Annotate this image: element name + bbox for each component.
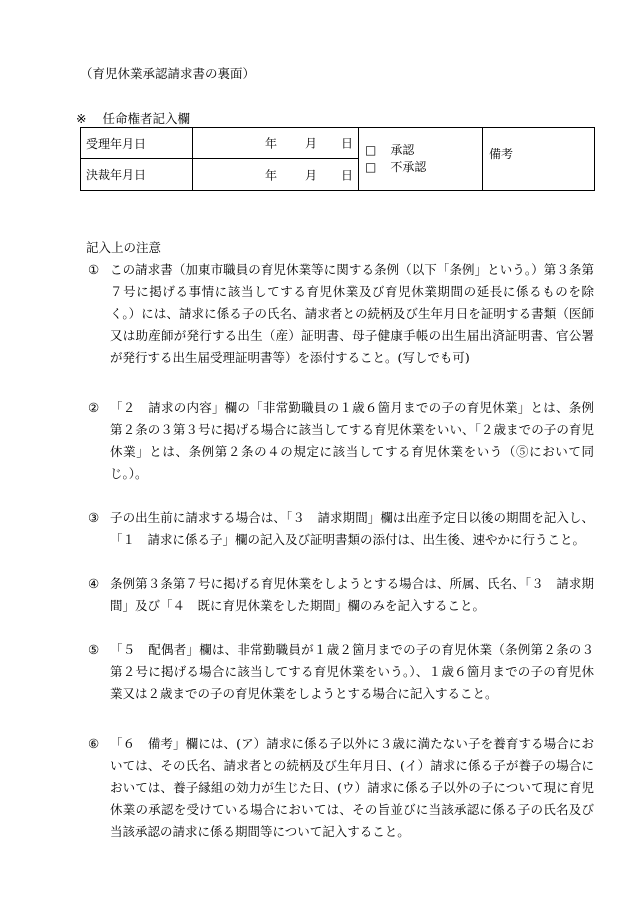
document-header-note: （育児休業承認請求書の裏面）: [80, 66, 256, 81]
received-date-label: 受理年月日: [81, 128, 193, 159]
received-date-field[interactable]: [193, 128, 359, 159]
note-item-5: [88, 639, 594, 705]
note-number: ①: [88, 262, 100, 277]
received-month-unit: 月: [305, 136, 318, 151]
note-item-4: [88, 573, 594, 617]
note-text: 「２ 請求の内容」欄の「非常勤職員の１歳６箇月までの子の育児休業」とは、条例第２条の３第３号に掲げる場合に該当してする育児休業をいい、「２歳までの子の育児休業」とは、条例第２条の４の規定に該当してする育児休業をいう（⑤において同じ。）。: [110, 400, 594, 481]
note-item-3: [88, 507, 594, 551]
note-number: ⑥: [88, 736, 100, 751]
note-text: 「６ 備考」欄には、(ア）請求に係る子以外に３歳に満たない子を養育する場合においては、その氏名、請求者との続柄及び生年月日、(イ）請求に係る子が養子の場合においては、養子縁組の効力が生じた日、(ウ）請求に係る子以外の子について現に育児休業の承認を受けている場合においては、その旨並びに当該承認に係る子の氏名及び当該承認の請求に係る期間等について記入すること。: [110, 736, 594, 839]
approve-checkbox-icon[interactable]: □: [365, 143, 377, 157]
received-year-unit: 年: [265, 136, 278, 151]
note-number: ③: [88, 510, 100, 525]
reject-checkbox-icon[interactable]: □: [365, 160, 377, 174]
reject-label: 不承認: [390, 160, 427, 174]
note-item-1: [88, 259, 594, 369]
remarks-cell[interactable]: [483, 128, 595, 191]
remarks-label: 備考: [489, 147, 514, 161]
section-title-text: 任命権者記入欄: [102, 111, 190, 126]
reference-mark: ※: [76, 111, 87, 126]
approve-label: 承認: [390, 143, 415, 157]
reject-option[interactable]: [365, 159, 482, 176]
note-text: 「５ 配偶者」欄は、非常勤職員が１歳２箇月までの子の育児休業（条例第２条の３第２号に掲げる場合に該当してする育児休業をいう。）、１歳６箇月までの子の育児休業又は２歳までの子の育児休業をしようとする場合に記入すること。: [110, 642, 594, 701]
approval-table: [80, 127, 595, 191]
section-title: [76, 109, 190, 127]
decided-day-unit: 日: [341, 168, 354, 182]
note-number: ②: [88, 400, 100, 415]
decided-year-unit: 年: [265, 168, 278, 182]
note-text: 条例第３条第７号に掲げる育児休業をしようとする場合は、所属、氏名、「３ 請求期間」及び「４ 既に育児休業をした期間」欄のみを記入すること。: [110, 576, 594, 613]
note-text: 子の出生前に請求する場合は、「３ 請求期間」欄は出産予定日以後の期間を記入し、「１ 請求に係る子」欄の記入及び証明書類の添付は、出生後、速やかに行うこと。: [110, 510, 594, 547]
decided-date-label: 決裁年月日: [81, 159, 193, 191]
note-number: ⑤: [88, 642, 100, 657]
decision-checkbox-cell: [359, 128, 483, 191]
received-day-unit: 日: [341, 136, 354, 151]
notes-heading: 記入上の注意: [86, 240, 162, 255]
note-item-6: [88, 733, 594, 843]
decided-month-unit: 月: [305, 168, 318, 182]
note-text: この請求書（加東市職員の育児休業等に関する条例（以下「条例」という。）第３条第７号に掲げる事情に該当してする育児休業及び育児休業期間の延長に係るものを除く。）には、請求に係る子の氏名、請求者との続柄及び生年月日を証明する書類（医師又は助産師が発行する出生（産）証明書、母子健康手帳の出生届出済証明書、官公署が発行する出生届受理証明書等）を添付すること。(写しでも可): [110, 262, 594, 365]
note-number: ④: [88, 576, 100, 591]
note-item-2: [88, 397, 594, 485]
approve-option[interactable]: [365, 142, 482, 159]
decided-date-field[interactable]: [193, 159, 359, 191]
